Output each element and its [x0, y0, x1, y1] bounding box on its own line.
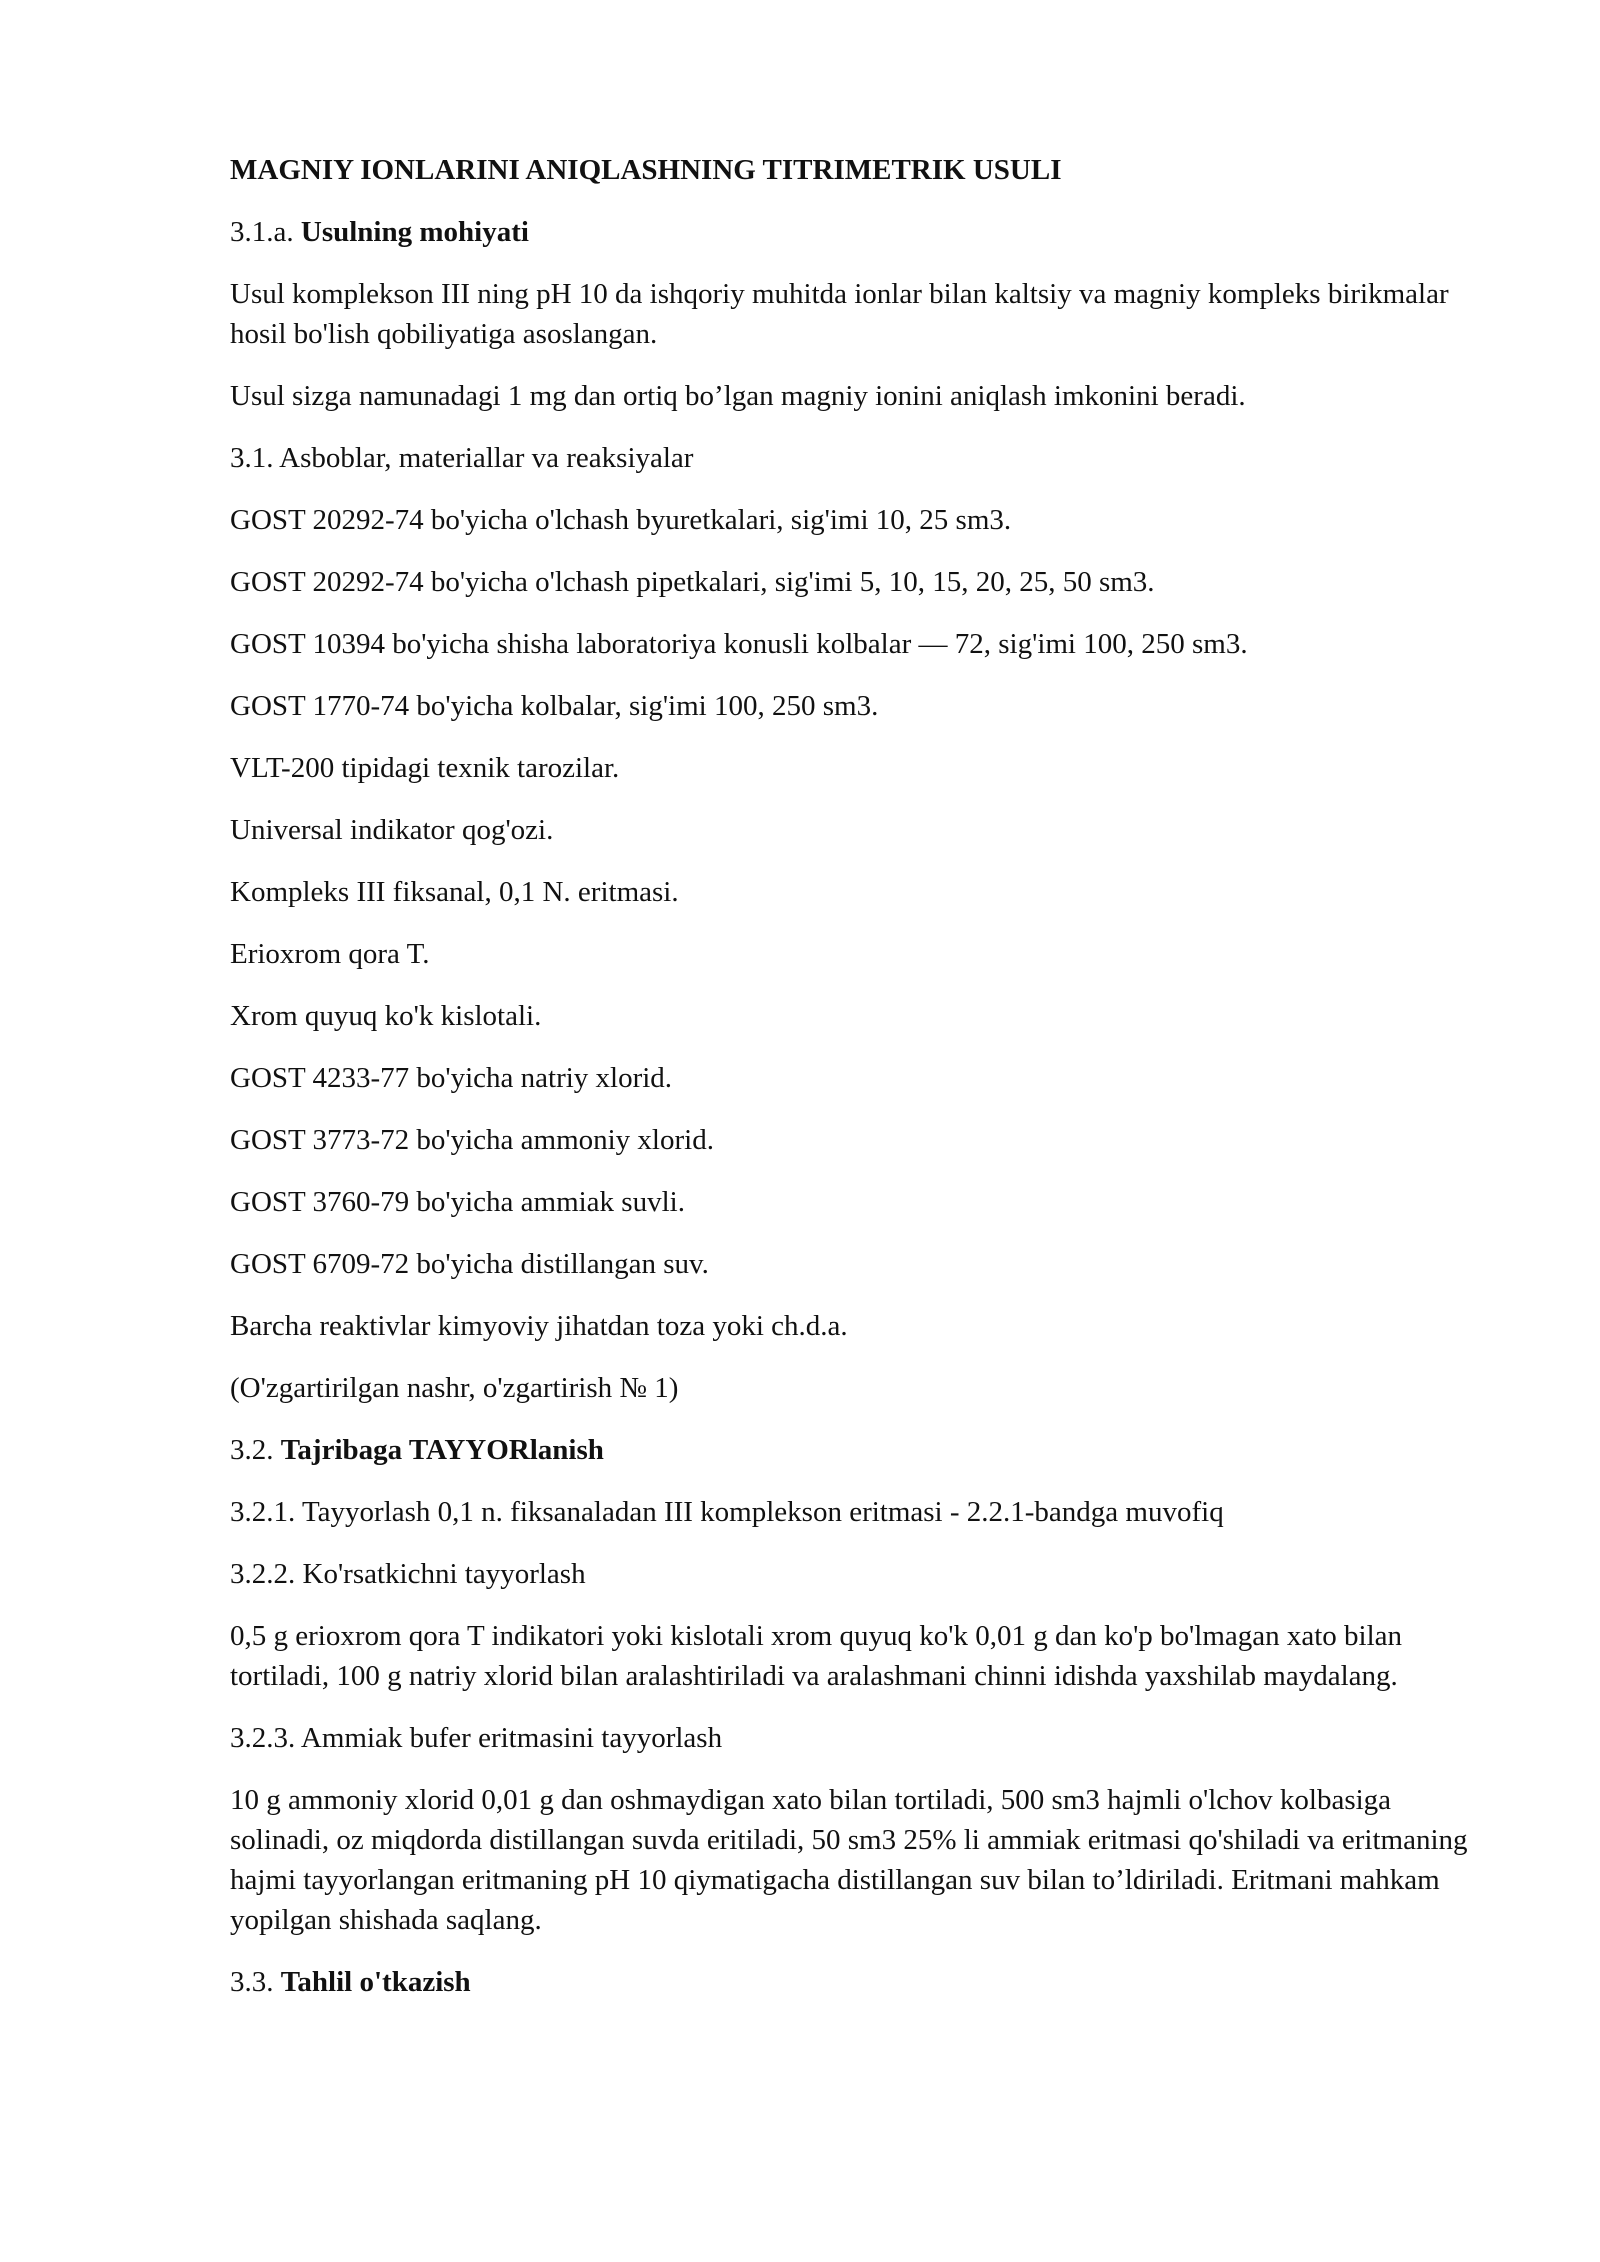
- list-item: Universal indikator qog'ozi.: [230, 814, 554, 846]
- list-item: GOST 1770-74 bo'yicha kolbalar, sig'imi 100, 250 sm3.: [230, 690, 879, 722]
- list-item: GOST 4233-77 bo'yicha natriy xlorid.: [230, 1062, 673, 1094]
- section-title: Tajribaga TAYYORlanish: [280, 1434, 604, 1466]
- subsection-3-2-1: 3.2.1. Tayyorlash 0,1 n. fiksanaladan III komplekson eritmasi - 2.2.1-bandga muvofiq: [230, 1496, 1224, 1528]
- list-item: GOST 10394 bo'yicha shisha laboratoriya konusli kolbalar — 72, sig'imi 100, 250 sm3.: [230, 628, 1248, 660]
- paragraph-principle: Usul komplekson III ning pH 10 da ishqoriy muhitda ionlar bilan kaltsiy va magniy kompleks birikmalar hosil bo'lish qobiliyatiga asoslangan.: [230, 278, 1449, 350]
- document-page: [230, 150, 1470, 2024]
- list-item: VLT-200 tipidagi texnik tarozilar.: [230, 752, 620, 784]
- subsection-3-2-3: 3.2.3. Ammiak bufer eritmasini tayyorlash: [230, 1722, 723, 1754]
- list-item: Erioxrom qora T.: [230, 938, 430, 970]
- list-item: GOST 3760-79 bo'yicha ammiak suvli.: [230, 1186, 685, 1218]
- list-item: Xrom quyuq ko'k kislotali.: [230, 1000, 542, 1032]
- subsection-3-2-2: 3.2.2. Ko'rsatkichni tayyorlash: [230, 1558, 586, 1590]
- list-item: (O'zgartirilgan nashr, o'zgartirish № 1): [230, 1372, 679, 1404]
- paragraph-buffer: 10 g ammoniy xlorid 0,01 g dan oshmaydigan xato bilan tortiladi, 500 sm3 hajmli o'lchov kolbasiga solinadi, oz miqdorda distillangan suvda eritiladi, 50 sm3 25% li ammiak eritmasi qo'shiladi va eritmaning hajmi tayyorlangan eritmaning pH 10 qiymatigacha distillangan suv bilan to’ldiriladi. Eritmani mahkam yopilgan shishada saqlang.: [230, 1784, 1468, 1936]
- list-item: GOST 20292-74 bo'yicha o'lchash pipetkalari, sig'imi 5, 10, 15, 20, 25, 50 sm3.: [230, 566, 1155, 598]
- section-number: 3.2.: [230, 1434, 274, 1466]
- paragraph-indicator: 0,5 g erioxrom qora T indikatori yoki kislotali xrom quyuq ko'k 0,01 g dan ko'p bo'lmagan xato bilan tortiladi, 100 g natriy xlorid bilan aralashtiriladi va aralashmani chinni idishda yaxshilab maydalang.: [230, 1620, 1403, 1692]
- section-3-2-heading: [230, 1430, 1470, 1470]
- list-item: Kompleks III fiksanal, 0,1 N. eritmasi.: [230, 876, 679, 908]
- list-item: GOST 20292-74 bo'yicha o'lchash byuretkalari, sig'imi 10, 25 sm3.: [230, 504, 1012, 536]
- section-number: 3.3.: [230, 1966, 274, 1998]
- section-3-1-a-heading: [230, 212, 1470, 252]
- list-item: GOST 3773-72 bo'yicha ammoniy xlorid.: [230, 1124, 714, 1156]
- paragraph-scope: Usul sizga namunadagi 1 mg dan ortiq bo’lgan magniy ionini aniqlash imkonini beradi.: [230, 380, 1246, 412]
- section-3-3-heading: [230, 1962, 1470, 2002]
- section-number: 3.1.a.: [230, 216, 294, 248]
- section-title: Tahlil o'tkazish: [280, 1966, 471, 1998]
- section-title: Usulning mohiyati: [300, 216, 529, 248]
- document-title: MAGNIY IONLARINI ANIQLASHNING TITRIMETRIK USULI: [230, 154, 1062, 186]
- section-3-1-heading: 3.1. Asboblar, materiallar va reaksiyalar: [230, 442, 694, 474]
- list-item: Barcha reaktivlar kimyoviy jihatdan toza yoki ch.d.a.: [230, 1310, 848, 1342]
- list-item: GOST 6709-72 bo'yicha distillangan suv.: [230, 1248, 709, 1280]
